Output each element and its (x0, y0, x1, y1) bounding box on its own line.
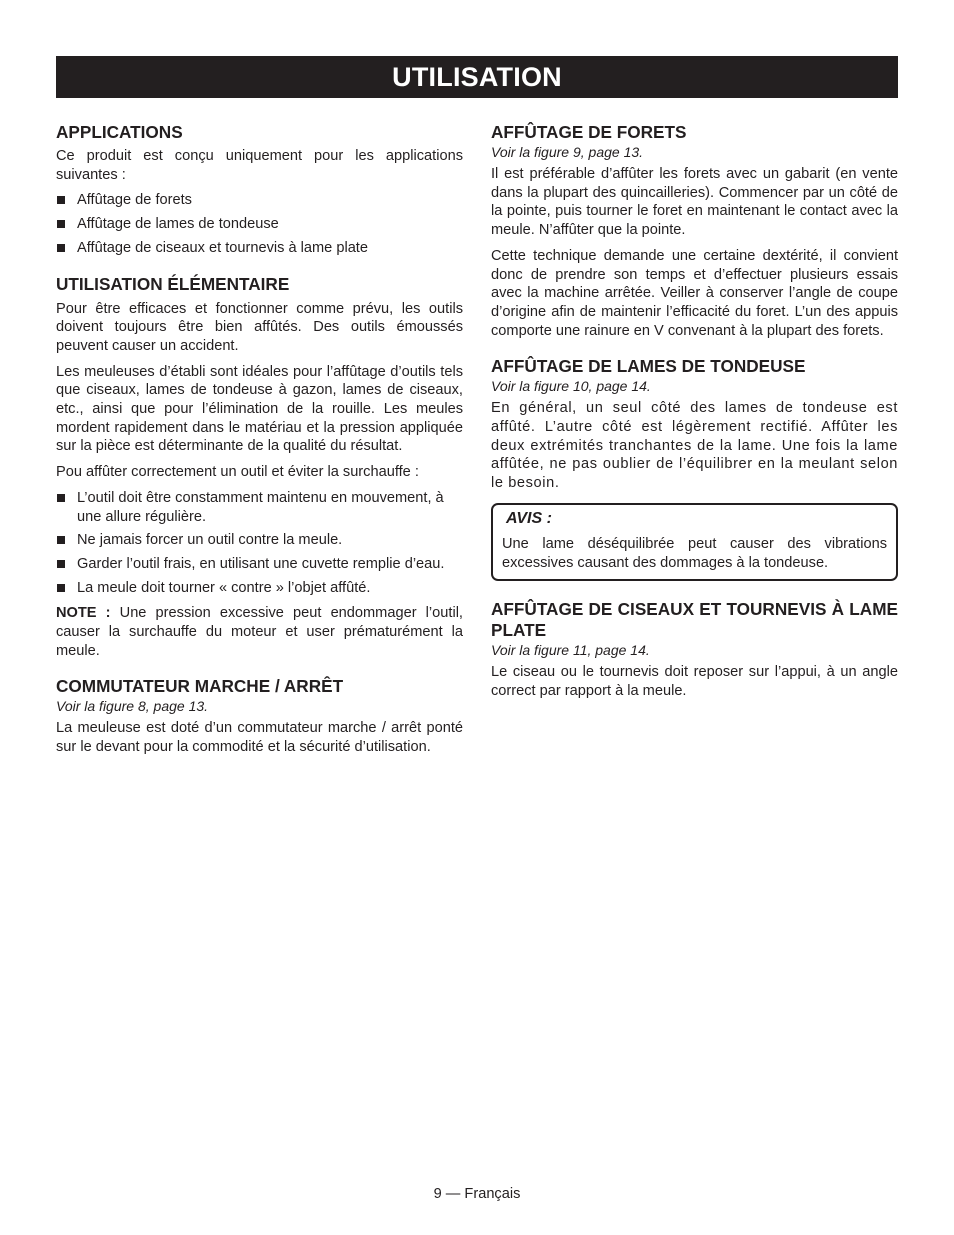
note-text: Une pression excessive peut endommager l’outil, causer la surchauffe du moteur et user prématurément la meule. (56, 605, 463, 659)
section-chisels (491, 599, 898, 700)
square-bullet-icon (57, 244, 65, 252)
heading-mower-blades: AFFÛTAGE DE LAMES DE TONDEUSE (491, 356, 806, 377)
page-title-bar (56, 56, 898, 98)
notice-title: AVIS : (506, 509, 552, 527)
heading-applications: APPLICATIONS (56, 122, 183, 142)
square-bullet-icon (57, 220, 65, 228)
figure-reference: Voir la figure 8, page 13. (56, 698, 209, 715)
drills-paragraph-1: Il est préférable d’affûter les forets avec un gabarit (en vente dans la plupart des quincailleries). Commencer par un côté de la pointe, puis tourner le foret en maintenant le contact avec la meule. N’affûter que la pointe. (491, 166, 898, 239)
heading-switch: COMMUTATEUR MARCHE / ARRÊT (56, 676, 344, 697)
square-bullet-icon (57, 584, 65, 592)
square-bullet-icon (57, 494, 65, 502)
section-basic-use (56, 274, 463, 661)
notice-text: Une lame déséquilibrée peut causer des vibrations excessives causant des dommages à la tondeuse. (502, 535, 887, 571)
drills-paragraph-2: Cette technique demande une certaine dextérité, il convient donc de prendre son temps et d’effectuer plusieurs essais avec la machine arrêtée. Veiller à conserver l’angle de coupe d’origine afin de maintenir l’efficacité du foret. L’un des appuis comporte une rainure en V convenant à la plupart des forets. (491, 247, 898, 339)
basic-use-paragraph-2: Les meuleuses d’établi sont idéales pour l’affûtage d’outils tels que ciseaux, lames de tondeuse à gazon, lames de ciseaux, etc., ainsi que pour l’élimination de la rouille. Les meules mordent rapidement dans le matériau et la pression appliquée sur la pièce est déterminante de la qualité du résultat. (56, 363, 463, 455)
square-bullet-icon (57, 536, 65, 544)
basic-use-paragraph-3: Pou affûter correctement un outil et éviter la surchauffe : (56, 464, 419, 481)
heading-drills: AFFÛTAGE DE FORETS (491, 122, 687, 142)
list-item: Affûtage de ciseaux et tournevis à lame plate (56, 239, 463, 258)
square-bullet-icon (57, 560, 65, 568)
switch-paragraph: La meuleuse est doté d’un commutateur marche / arrêt ponté sur le devant pour la commodité et la sécurité d’utilisation. (56, 720, 463, 756)
list-item: Garder l’outil frais, en utilisant une cuvette remplie d’eau. (56, 555, 463, 574)
page-title: UTILISATION (392, 61, 562, 92)
figure-reference: Voir la figure 10, page 14. (491, 378, 651, 395)
chisels-paragraph: Le ciseau ou le tournevis doit reposer sur l’appui, à un angle correct par rapport à la meule. (491, 664, 898, 699)
section-switch (56, 676, 463, 756)
notice-box (491, 503, 898, 581)
note-paragraph (56, 604, 463, 660)
list-item: La meule doit tourner « contre » l’objet affûté. (56, 579, 463, 598)
list-item: Affûtage de forets (56, 191, 463, 210)
heading-basic-use: UTILISATION ÉLÉMENTAIRE (56, 273, 290, 294)
square-bullet-icon (57, 196, 65, 204)
list-item: L’outil doit être constamment maintenu en mouvement, à une allure régulière. (56, 489, 463, 526)
mower-paragraph: En général, un seul côté des lames de tondeuse est affûté. L’autre côté est légèrement rectifié. Affûter les deux extrémités tranchantes de la lame. Une fois la lame affûtée, ne pas oublier de l’équilibrer en la meulant selon le besoin. (491, 400, 898, 492)
note-label: NOTE : (56, 605, 111, 622)
list-item: Affûtage de lames de tondeuse (56, 215, 463, 234)
section-mower-blades (491, 356, 898, 493)
applications-list (56, 191, 463, 257)
basic-use-paragraph-1: Pour être efficaces et fonctionner comme prévu, les outils doivent toujours être bien affûtés. Des outils émoussés peuvent causer un accident. (56, 300, 463, 354)
basic-use-list (56, 489, 463, 598)
page-footer: 9 — Français (433, 1186, 521, 1202)
left-column (56, 122, 463, 764)
heading-chisels: AFFÛTAGE DE CISEAUX ET TOURNEVIS À LAME PLATE (491, 599, 898, 641)
section-drills (491, 122, 898, 340)
figure-reference: Voir la figure 11, page 14. (491, 642, 650, 659)
list-item: Ne jamais forcer un outil contre la meule. (56, 531, 463, 550)
applications-intro: Ce produit est conçu uniquement pour les applications suivantes : (56, 148, 463, 183)
right-column (491, 122, 898, 708)
figure-reference: Voir la figure 9, page 13. (491, 144, 644, 160)
section-applications (56, 122, 463, 258)
